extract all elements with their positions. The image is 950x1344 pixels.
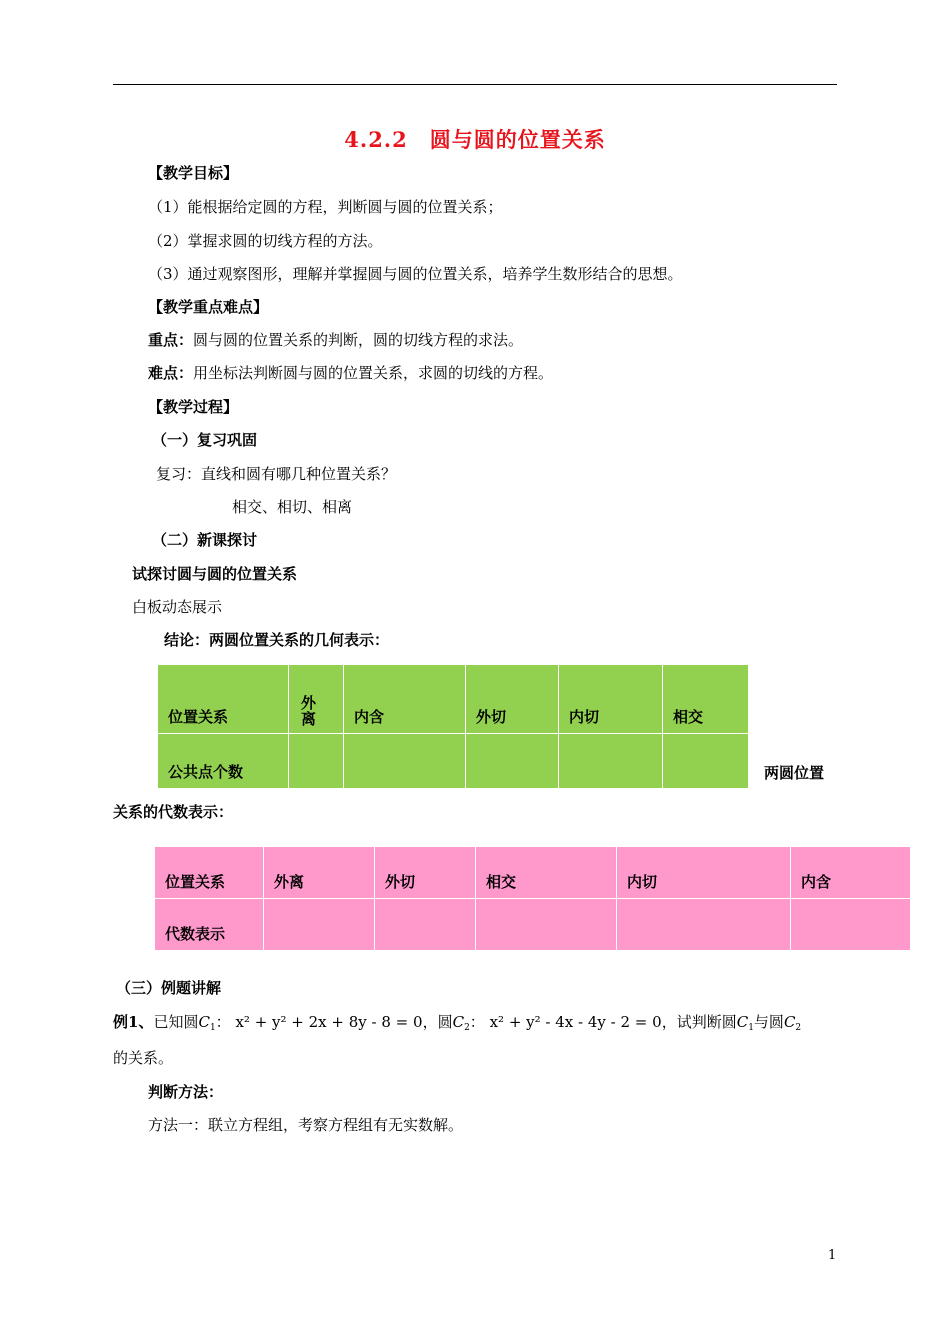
table-cell: 公共点个数 [158, 734, 289, 789]
table-cell: 位置关系 [155, 847, 264, 899]
table-row [158, 665, 749, 734]
table-cell [466, 734, 559, 789]
table-cell [476, 899, 617, 951]
circle-c2-symbol: C [452, 1013, 465, 1031]
table-cell [344, 734, 466, 789]
difficult-text: 用坐标法判断圆与圆的位置关系，求圆的切线的方程。 [193, 364, 554, 382]
review-answer: 相交、相切、相离 [232, 498, 353, 516]
difficult-point [148, 363, 553, 383]
equation-c2: x² + y² - 4x - 4y - 2 = 0 [489, 1013, 662, 1031]
whiteboard-line: 白板动态展示 [132, 598, 223, 616]
equation-c1: x² + y² + 2x + 8y - 8 = 0 [235, 1013, 423, 1031]
table-cell: 外切 [466, 665, 559, 734]
keypoints-heading: 【教学重点难点】 [148, 298, 269, 316]
review-heading: （一）复习巩固 [152, 431, 258, 449]
table-cell: 代数表示 [155, 899, 264, 951]
circle-c2-subscript: 2 [795, 1023, 802, 1033]
table-cell: 内含 [344, 665, 466, 734]
process-heading: 【教学过程】 [148, 398, 239, 416]
example-1-label: 例1、 [113, 1013, 154, 1031]
conclusion-line: 结论：两圆位置关系的几何表示： [164, 631, 390, 649]
circle-c1-symbol: C [736, 1013, 749, 1031]
key-text: 圆与圆的位置关系的判断，圆的切线方程的求法。 [193, 331, 524, 349]
explore-line: 试探讨圆与圆的位置关系 [132, 565, 298, 583]
table-cell [264, 899, 375, 951]
algebra-lead-1: 两圆位置 [764, 764, 825, 782]
review-question: 复习：直线和圆有哪几种位置关系？ [156, 465, 397, 483]
table-row [155, 847, 911, 899]
example-1-text: ，圆 [422, 1013, 453, 1031]
table-row [158, 734, 749, 789]
table-cell [617, 899, 791, 951]
table-cell [375, 899, 476, 951]
table-cell: 内含 [791, 847, 911, 899]
header-rule [113, 84, 837, 85]
table-row [155, 899, 911, 951]
table-cell [791, 899, 911, 951]
method-1: 方法一：联立方程组，考察方程组有无实数解。 [148, 1116, 464, 1134]
table-cell: 外切 [375, 847, 476, 899]
table-cell: 相交 [476, 847, 617, 899]
algebra-lead-2: 关系的代数表示： [113, 803, 234, 821]
algebraic-relation-table [154, 846, 911, 951]
example-1-text: 已知圆 [153, 1013, 199, 1031]
table-cell: 位置关系 [158, 665, 289, 734]
circle-c2-subscript: 2 [464, 1023, 470, 1033]
table-cell [559, 734, 663, 789]
table-cell: 内切 [617, 847, 791, 899]
example-1-colon: ： [469, 1013, 485, 1031]
table-cell: 内切 [559, 665, 663, 734]
table-cell [289, 734, 344, 789]
example-1-line-2: 的关系。 [113, 1049, 174, 1067]
page-title: 4.2.2 圆与圆的位置关系 [344, 127, 606, 152]
goal-item-2: （2）掌握求圆的切线方程的方法。 [148, 232, 383, 250]
goals-heading: 【教学目标】 [148, 164, 239, 182]
table-cell: 外离 [264, 847, 375, 899]
examples-heading: （三）例题讲解 [116, 979, 222, 997]
table-cell: 外 离 [289, 665, 344, 734]
difficult-label: 难点： [148, 364, 194, 382]
example-1-colon: ： [215, 1013, 231, 1031]
circle-c1-symbol: C [198, 1013, 210, 1031]
circle-c1-subscript: 1 [209, 1023, 216, 1033]
table-cell [663, 734, 749, 789]
key-label: 重点： [148, 331, 194, 349]
key-point [148, 330, 523, 350]
method-heading: 判断方法： [148, 1083, 224, 1101]
circle-c2-symbol: C [783, 1013, 796, 1031]
goal-item-1: （1）能根据给定圆的方程，判断圆与圆的位置关系； [148, 198, 503, 216]
goal-item-3: （3）通过观察图形，理解并掌握圆与圆的位置关系，培养学生数形结合的思想。 [148, 265, 683, 283]
geometric-relation-table [157, 664, 749, 789]
page-number: 1 [828, 1248, 837, 1263]
example-1 [113, 1012, 801, 1038]
circle-c1-subscript: 1 [748, 1023, 754, 1033]
example-1-text: ，试判断圆 [661, 1013, 737, 1031]
table-cell: 相交 [663, 665, 749, 734]
example-1-text: 与圆 [753, 1013, 784, 1031]
new-lesson-heading: （二）新课探讨 [152, 531, 258, 549]
